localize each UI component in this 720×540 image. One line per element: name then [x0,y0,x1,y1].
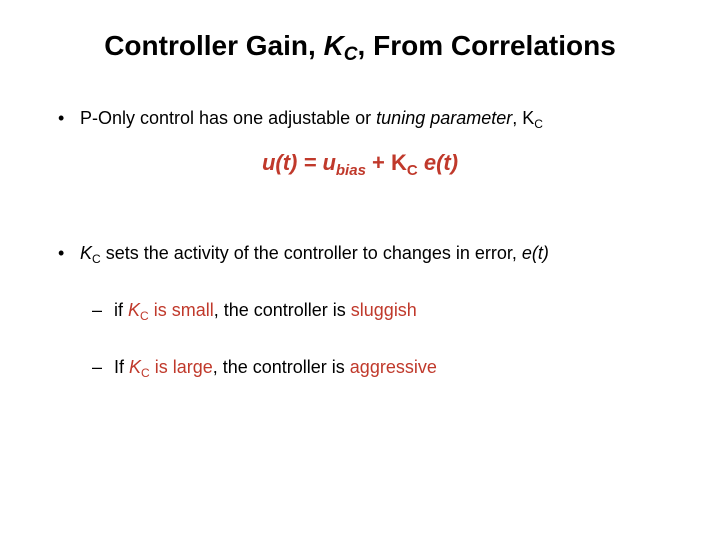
bullet-k-subscript: C [534,117,543,131]
error-term: e(t) [521,243,549,263]
sub-bullet-marker: – [92,300,103,320]
bullet-tuning-parameter [58,108,543,129]
title-k-symbol: K [323,30,344,61]
sub-bullet-k-symbol: K [128,300,141,320]
bullet-k-text: , K [512,108,535,128]
equation-lhs: u(t) = u [261,150,336,175]
bullet-text: P-Only control has one adjustable or [80,108,377,128]
equation-error: e(t) [417,150,459,175]
sub-bullet-k-subscript: C [140,309,149,323]
title-text-start: Controller Gain, [104,30,324,61]
sub-bullet-prefix: if [114,300,129,320]
sub-bullet-prefix: If [114,357,130,377]
bullet-text: sets the activity of the controller to changes in error, [100,243,522,263]
sub-bullet-marker: – [92,357,103,377]
sub-bullet-k-symbol: K [129,357,142,377]
title-text-end: , From Correlations [357,30,616,61]
sub-bullet-condition: is large [149,357,213,377]
sub-bullet-middle-text: , the controller is [212,357,350,377]
tuning-parameter-text: tuning parameter [376,108,513,128]
bullet-controller-activity [58,243,549,264]
equation-gain: + K [365,150,407,175]
sub-bullet-k-subscript: C [141,366,150,380]
sub-bullet-condition: is small [148,300,214,320]
equation-bias-subscript: bias [335,162,366,179]
sub-bullet-result: sluggish [350,300,417,320]
bullet-k-symbol: K [80,243,93,263]
sub-bullet-middle-text: , the controller is [213,300,351,320]
slide-title [0,30,720,65]
bullet-marker: • [58,108,65,128]
sub-bullet-result: aggressive [349,357,437,377]
title-k-subscript: C [343,44,358,65]
bullet-marker: • [58,243,65,263]
control-equation [0,150,720,179]
sub-bullet-small-gain [92,300,417,321]
bullet-k-subscript: C [92,252,101,266]
equation-gain-subscript: C [406,162,418,179]
sub-bullet-large-gain [92,357,437,378]
